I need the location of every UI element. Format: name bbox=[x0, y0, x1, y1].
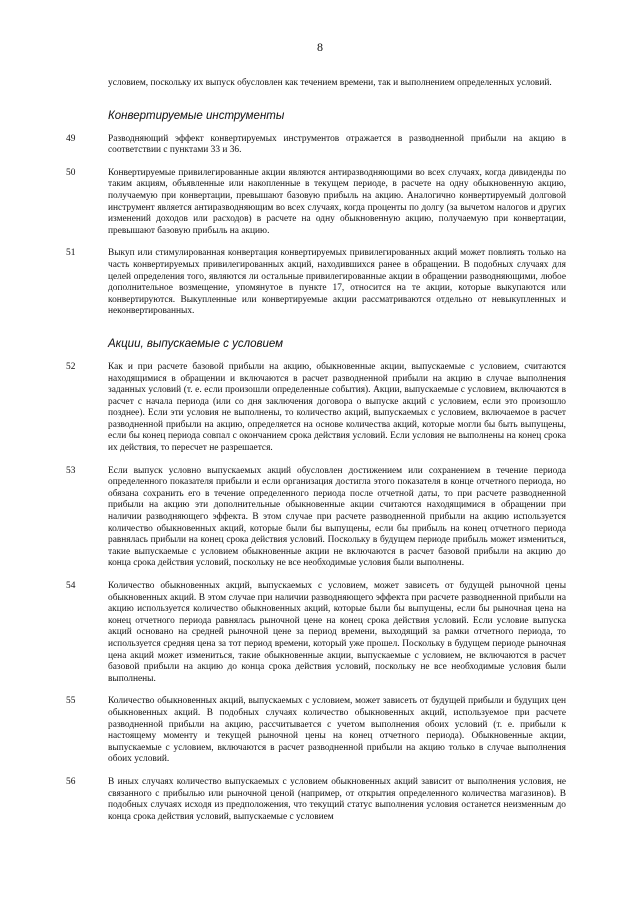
paragraph-number: 53 bbox=[66, 465, 76, 476]
section-heading-contingent: Акции, выпускаемые с условием bbox=[108, 337, 284, 350]
intro-text: условием, поскольку их выпуск обусловлен как течением времени, так и выполнением определенных условий. bbox=[108, 78, 552, 88]
paragraph-text: Конвертируемые привилегированные акции являются антиразводняющими во всех случаях, когда дивиденды по таким акциям, объявленные или накопленные в текущем периоде, в расчете на одну обыкновенную акцию, получаемую при конвертации, превышают базовую прибыль на акцию. Аналогично конвертируемый долговой инструмент является антиразводняющим во всех случаях, когда проценты по долгу (за вычетом налогов и других изменений доходов или расходов) в расчете на одну обыкновенную акцию, получаемую при конвертации, превышают базовую прибыль на акцию. bbox=[108, 167, 566, 236]
paragraph-number: 55 bbox=[66, 696, 76, 707]
paragraph-text: Если выпуск условно выпускаемых акций обусловлен достижением или сохранением в течение периода определенного показателя прибыли и если организация достигла этого показателя в конце отчетного периода, но обязана сохранить его в течение определенного периода после отчетной даты, то при расчете разводненной прибыли на акцию эти дополнительные обыкновенные акции считаются находящимися в обращении при наличии разводняющего эффекта. В этом случае при расчете разводненной прибыли на акцию используется количество обыкновенных акций, которые были бы выпущены, если бы прибыль на конец отчетного периода равнялась прибыли на конец срока действия условий. Поскольку в будущем периоде прибыль может измениться, такие выпускаемые с условием обыкновенные акции не включаются в расчет базовой прибыли на акцию до конца срока действия условий, поскольку не все необходимые условия были выполнены. bbox=[108, 465, 566, 569]
paragraph-text: Разводняющий эффект конвертируемых инструментов отражается в разводненной прибыли на акцию в соответствии с пунктами 33 и 36. bbox=[108, 133, 566, 156]
paragraph-number: 56 bbox=[66, 776, 76, 787]
paragraph-number: 51 bbox=[66, 248, 76, 259]
paragraph-53 bbox=[66, 466, 566, 570]
paragraph-text: Выкуп или стимулированная конвертация конвертируемых привилегированных акций может повлиять только на часть конвертируемых привилегированных акций, находившихся ранее в обращении. В подобных случаях для целей определения того, являются ли остальные привилегированные акции в обращении разводняющими, любое дополнительное возмещение, упомянутое в пункте 17, относится на те акции, которые выкупаются или конвертируются. Выкупленные или конвертируемые акции рассматриваются отдельно от невыкупленных и неконвертированных. bbox=[108, 248, 566, 317]
paragraph-number: 52 bbox=[66, 361, 76, 372]
paragraph-50 bbox=[66, 168, 566, 238]
paragraph-49 bbox=[66, 134, 566, 157]
page-number: 8 bbox=[317, 40, 323, 54]
paragraph-number: 54 bbox=[66, 581, 76, 591]
document-body bbox=[66, 78, 566, 834]
section-heading-convertible: Конвертируемые инструменты bbox=[108, 109, 285, 122]
paragraph-55 bbox=[66, 696, 566, 766]
paragraph-text: Количество обыкновенных акций, выпускаемых с условием, может зависеть от будущей прибыли и будущих цен обыкновенных акций. В подобных случаях количество обыкновенных акций, используемое при расчете разводненной прибыли на акцию, рассчитывается с учетом выполнения обоих условий (т. е. прибыли к настоящему моменту и текущей рыночной цены на конец отчетного периода). Обыкновенные акции, выпускаемые с условием, включаются в расчет разводненной прибыли на акцию только в случае выполнения обоих условий. bbox=[108, 696, 566, 765]
paragraph-52 bbox=[66, 362, 566, 455]
paragraph-51 bbox=[66, 248, 566, 318]
paragraph-56 bbox=[66, 777, 566, 823]
paragraph-number: 49 bbox=[66, 133, 76, 144]
paragraph-number: 50 bbox=[66, 167, 76, 178]
paragraph-text: Как и при расчете базовой прибыли на акцию, обыкновенные акции, выпускаемые с условием, считаются находящимися в обращении и включаются в расчет разводненной прибыли на акцию в случае выполнения заданных условий (т. е. если произошли определенные события). Акции, выпускаемые с условием, включаются в расчет с начала периода (или со дня заключения договора о выпуске акций с условием, если это произошло позднее). Если эти условия не выполнены, то количество акций, выпускаемых с условием, включаемое в расчет разводненной прибыли на акцию, определяется на основе количества акций, которые могли бы быть выпущены, если бы конец периода совпал с окончанием срока действия условий. Если условия не выполнены на конец срока их действия, то пересчет не разрешается. bbox=[108, 361, 566, 454]
paragraph-text: В иных случаях количество выпускаемых с условием обыкновенных акций зависит от выполнения условия, не связанного с прибылью или рыночной ценой (например, от открытия определенного количества магазинов). В подобных случаях исходя из предположения, что текущий статус выполнения условия останется неизменным до конца срока действия условий, выпускаемые с условием bbox=[108, 776, 566, 822]
paragraph-text: Количество обыкновенных акций, выпускаемых с условием, может зависеть от будущей рыночной цены обыкновенных акций. В этом случае при наличии разводняющего эффекта при расчете разводненной прибыли на акцию используется количество обыкновенных акций, которые были бы выпущены, если бы рыночная цена на конец отчетного периода равнялась рыночной цене на конец срока действия условий. Если условие выпуска акций основано на средней рыночной цене за период времени, выходящий за рамки отчетного периода, то используется средняя цена за тот период времени, который уже прошел. Поскольку в будущем периоде рыночная цена акций может измениться, такие обыкновенные акции, выпускаемые с условием, не включаются в расчет базовой прибыли на акцию до конца срока действия условий, поскольку не все необходимые условия были выполнены. bbox=[108, 581, 566, 684]
paragraph-54 bbox=[66, 581, 566, 685]
